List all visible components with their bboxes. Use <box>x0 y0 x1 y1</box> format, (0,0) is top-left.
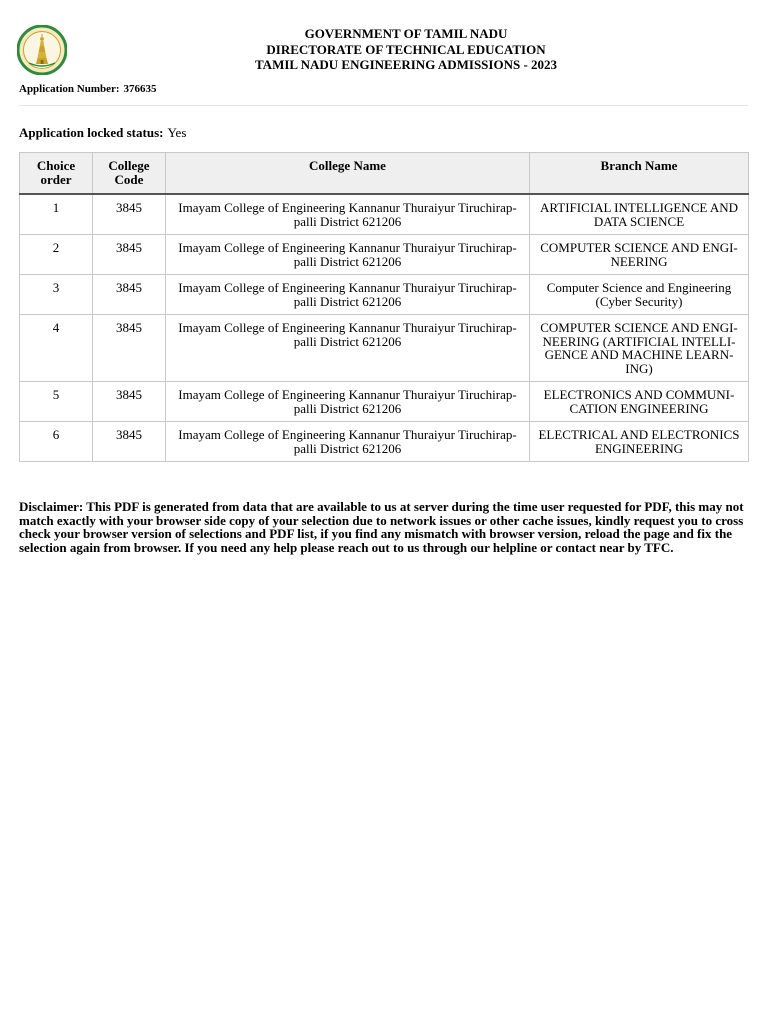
disclaimer-text: Disclaimer: This PDF is generated from data that are available to us at server during the time user requested for PDF, this may not match exactly with your browser side copy of your selection due to network issues or other cache issues, kindly request you to cross check your browser version of selections and PDF list, if you find any mismatch with browser version, reload the page and fix the selection again from browser. If you need any help please reach out to us through our helpline or contact near by TFC. <box>19 499 744 555</box>
choices-table <box>19 152 749 462</box>
locked-status-value: Yes <box>167 125 187 140</box>
college-code-cell: 3845 <box>93 382 166 422</box>
table-row <box>20 315 749 382</box>
branch-name-cell: ELECTRONICS AND COMMUNI-CATION ENGINEERING <box>530 382 749 422</box>
branch-name-cell: COMPUTER SCIENCE AND ENGI-NEERING (ARTIFICIAL INTELLI-GENCE AND MACHINE LEARN-ING) <box>530 315 749 382</box>
header-admissions: TAMIL NADU ENGINEERING ADMISSIONS - 2023 <box>254 57 558 72</box>
college-name-cell: Imayam College of Engineering Kannanur Thuraiyur Tiruchirap-palli District 621206 <box>166 315 530 382</box>
table-row <box>20 235 749 275</box>
header-directorate: DIRECTORATE OF TECHNICAL EDUCATION <box>266 41 546 57</box>
header-choice-order: Choice order <box>20 153 93 195</box>
college-name-cell: Imayam College of Engineering Kannanur Thuraiyur Tiruchirap-palli District 621206 <box>166 382 530 422</box>
choice-order-cell: 5 <box>20 382 93 422</box>
divider <box>19 105 748 106</box>
college-name-cell: Imayam College of Engineering Kannanur Thuraiyur Tiruchirap-palli District 621206 <box>166 194 530 235</box>
table-row <box>20 422 749 462</box>
choice-order-cell: 2 <box>20 235 93 275</box>
choice-order-cell: 3 <box>20 275 93 315</box>
header-branch-name: Branch Name <box>530 153 749 195</box>
header-government: GOVERNMENT OF TAMIL NADU <box>304 26 508 41</box>
college-code-cell: 3845 <box>93 275 166 315</box>
application-number-label: Application Number: <box>19 83 120 95</box>
table-row <box>20 382 749 422</box>
choice-order-cell: 4 <box>20 315 93 382</box>
college-name-cell: Imayam College of Engineering Kannanur Thuraiyur Tiruchirap-palli District 621206 <box>166 422 530 462</box>
branch-name-cell: Computer Science and Engineering (Cyber Security) <box>530 275 749 315</box>
locked-status-label: Application locked status: <box>19 125 164 140</box>
tamil-nadu-emblem-icon <box>17 25 67 75</box>
application-number-value: 376635 <box>123 83 157 95</box>
college-code-cell: 3845 <box>93 194 166 235</box>
college-name-cell: Imayam College of Engineering Kannanur Thuraiyur Tiruchirap-palli District 621206 <box>166 235 530 275</box>
branch-name-cell: ARTIFICIAL INTELLIGENCE AND DATA SCIENCE <box>530 194 749 235</box>
header-college-code: College Code <box>93 153 166 195</box>
document-header <box>150 26 662 73</box>
application-number <box>19 83 157 95</box>
college-code-cell: 3845 <box>93 235 166 275</box>
header-college-name: College Name <box>166 153 530 195</box>
college-code-cell: 3845 <box>93 315 166 382</box>
application-locked-status <box>19 125 186 141</box>
college-name-cell: Imayam College of Engineering Kannanur Thuraiyur Tiruchirap-palli District 621206 <box>166 275 530 315</box>
branch-name-cell: ELECTRICAL AND ELECTRONICS ENGINEERING <box>530 422 749 462</box>
college-code-cell: 3845 <box>93 422 166 462</box>
table-header-row <box>20 153 749 195</box>
choice-order-cell: 1 <box>20 194 93 235</box>
table-row <box>20 275 749 315</box>
table-row <box>20 194 749 235</box>
choice-order-cell: 6 <box>20 422 93 462</box>
branch-name-cell: COMPUTER SCIENCE AND ENGI-NEERING <box>530 235 749 275</box>
